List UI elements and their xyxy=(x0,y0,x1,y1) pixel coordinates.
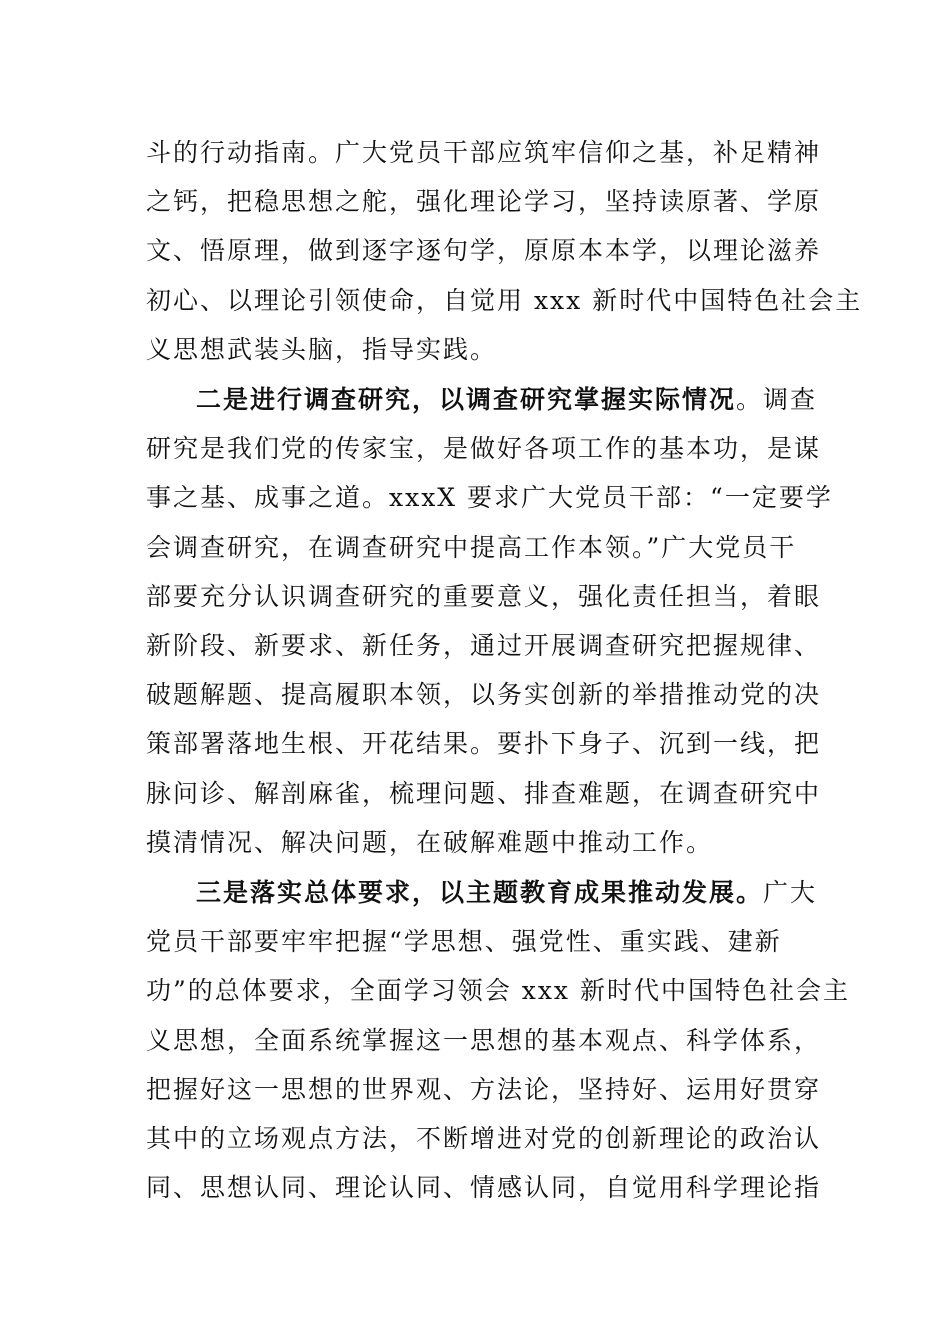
text-line: 党员干部要牢牢把握“学思想、强党性、重实践、建新 xyxy=(146,927,782,957)
paragraph-heading-line: 二是进行调查研究，以调查研究掌握实际情况 。调查 xyxy=(146,375,816,424)
text-line: 把握好这一思想的世界观、方法论，坚持好、运用好贯穿 xyxy=(146,1074,822,1104)
paragraph-heading: 三是落实总体要求，以主题教育成果推动发展。 xyxy=(196,878,764,907)
text-line: 部要充分认识调查研究的重要意义，强化责任担当，着眼 xyxy=(146,581,822,611)
text-line: 功”的总体要求，全面学习领会 xxx 新时代中国特色社会主 xyxy=(146,976,850,1006)
paragraph-3 xyxy=(146,868,850,1212)
text-line: 其中的立场观点方法，不断增进对党的创新理论的政治认 xyxy=(146,1123,822,1153)
text-line: 脉问诊、解剖麻雀，梳理问题、排查难题，在调查研究中 xyxy=(146,778,822,808)
text-line: 同、思想认同、理论认同、情感认同，自觉用科学理论指 xyxy=(146,1173,822,1203)
paragraph-heading-line: 三是落实总体要求，以主题教育成果推动发展。 广大 xyxy=(146,868,816,917)
text-line: 初心、以理论引领使命，自觉用 xxx 新时代中国特色社会主 xyxy=(146,285,863,315)
text-line: 斗的行动指南。广大党员干部应筑牢信仰之基，补足精神 xyxy=(146,138,822,167)
text-line: 事之基、成事之道。xxxX 要求广大党员干部：“一定要学 xyxy=(146,483,833,513)
text-line: 研究是我们党的传家宝，是做好各项工作的基本功，是谋 xyxy=(146,434,822,464)
paragraph-1 xyxy=(146,128,863,374)
text-line: 新阶段、新要求、新任务，通过开展调查研究把握规律、 xyxy=(146,630,822,660)
text-line: 破题解题、提高履职本领，以务实创新的举措推动党的决 xyxy=(146,680,822,710)
text-line: 会调查研究，在调查研究中提高工作本领。”广大党员干 xyxy=(146,532,797,562)
paragraph-heading: 二是进行调查研究，以调查研究掌握实际情况 xyxy=(196,385,737,414)
text-line: 摸清情况、解决问题，在破解难题中推动工作。 xyxy=(146,827,714,857)
text-line: 之钙，把稳思想之舵，强化理论学习，坚持读原著、学原 xyxy=(146,187,822,217)
paragraph-2 xyxy=(146,375,833,867)
text-line: 策部署落地生根、开花结果。要扑下身子、沉到一线，把 xyxy=(146,729,822,759)
text-line: 义思想武装头脑，指导实践。 xyxy=(146,334,498,364)
text-line: 文、悟原理，做到逐字逐句学，原原本本学，以理论滋养 xyxy=(146,236,822,266)
text-line: 义思想，全面系统掌握这一思想的基本观点、科学体系， xyxy=(146,1025,822,1055)
